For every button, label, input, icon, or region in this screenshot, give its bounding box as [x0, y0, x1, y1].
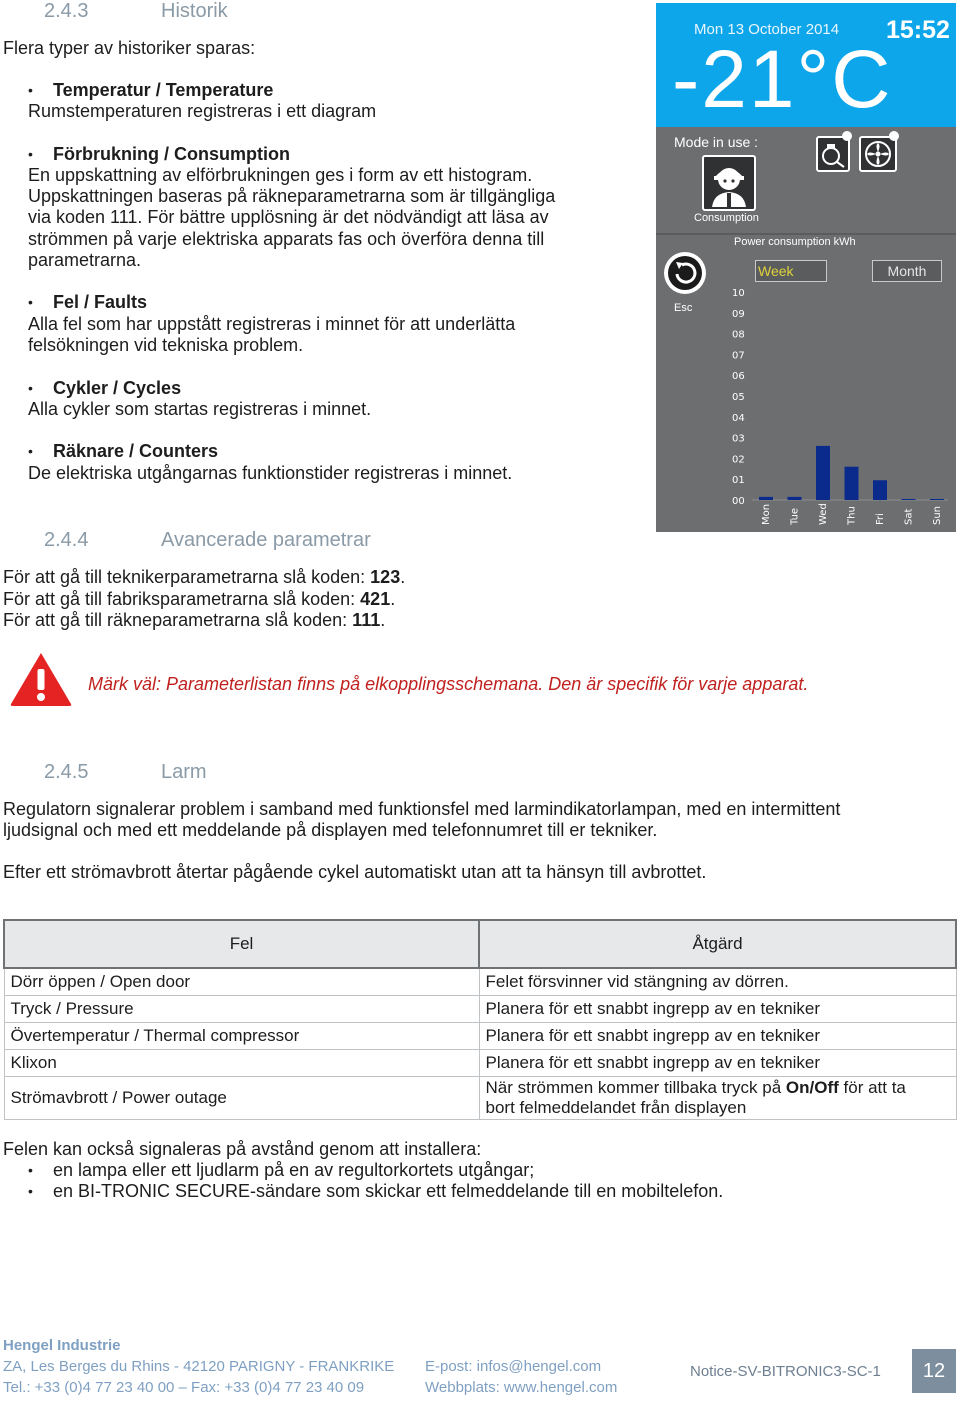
code-value: 421 — [360, 589, 391, 609]
code-value: 123 — [370, 567, 401, 587]
paragraph-line: Efter ett strömavbrott återtar pågående cykel automatiskt utan att ta hänsyn till avbrottet. — [3, 862, 707, 882]
item-text: strömmen på varje elektriska apparats fas och överföra denna till — [28, 229, 545, 249]
code-line: För att gå till teknikerparametrarna slå koden: 123. — [3, 567, 406, 587]
info-dot-icon — [842, 131, 852, 141]
bar-fri — [873, 480, 887, 500]
table-row — [4, 996, 956, 1023]
esc-label: Esc — [674, 302, 693, 314]
code-line: För att gå till räkneparametrarna slå koden: 111. — [3, 610, 386, 630]
info-dot-icon — [889, 131, 899, 141]
column-header: Fel — [4, 920, 479, 968]
chart-title: Power consumption kWh — [734, 236, 856, 248]
section-title: Larm — [161, 761, 207, 783]
bullet-icon: • — [28, 443, 33, 459]
bullet-icon: • — [28, 146, 33, 162]
y-tick-label: 05 — [732, 392, 745, 403]
x-tick-label: Wed — [818, 503, 829, 525]
section-number: 2.4.5 — [44, 761, 89, 783]
bar-thu — [845, 467, 859, 500]
bullet-icon: • — [28, 380, 33, 396]
table-row — [4, 968, 956, 996]
section-title: Historik — [161, 0, 228, 22]
item-text: En uppskattning av elförbrukningen ges i form av ett histogram. — [28, 165, 533, 185]
y-tick-label: 04 — [732, 412, 745, 424]
bar-sun — [930, 499, 944, 500]
bullet-icon: • — [28, 82, 33, 98]
remote-item: en lampa eller ett ljudlarm på en av regultorkortets utgångar; — [53, 1160, 535, 1180]
footer-email[interactable]: E-post: infos@hengel.com — [425, 1358, 602, 1375]
item-text: Alla cykler som startas registreras i minnet. — [28, 399, 372, 419]
bullet-icon: • — [28, 1183, 33, 1199]
section-number: 2.4.4 — [44, 529, 89, 551]
x-tick-label: Thu — [846, 506, 858, 525]
bar-sat — [902, 499, 916, 500]
item-text: Uppskattningen baseras på räkneparametrarna som är tillgängliga — [28, 186, 556, 206]
bullet-icon: • — [28, 1162, 33, 1178]
code-line-text: För att gå till teknikerparametrarna slå koden: — [3, 567, 371, 587]
item-text: felsökningen vid tekniska problem. — [28, 335, 304, 355]
footer-address: ZA, Les Berges du Rhins - 42120 PARIGNY - FRANKRIKE — [3, 1358, 395, 1375]
bar-mon — [759, 497, 773, 500]
section-number: 2.4.3 — [44, 0, 89, 22]
x-tick-label: Fri — [875, 513, 886, 525]
footer-company: Hengel Industrie — [3, 1337, 121, 1354]
action-cell: Planera för ett snabbt ingrepp av en tekniker — [479, 1023, 956, 1050]
month-button[interactable]: Month — [872, 260, 942, 282]
intro-text: Flera typer av historiker sparas: — [3, 38, 256, 58]
x-tick-label: Sun — [932, 505, 943, 525]
y-tick-label: 01 — [732, 475, 745, 487]
paragraph-line: ljudsignal och med ett meddelande på displayen med telefonnumret till er tekniker. — [3, 820, 658, 840]
fault-cell: Strömavbrott / Power outage — [4, 1077, 479, 1120]
y-tick-label: 08 — [732, 329, 745, 341]
table-header-row — [4, 920, 956, 968]
fan-icon[interactable] — [859, 136, 897, 172]
fault-cell: Klixon — [4, 1050, 479, 1077]
item-text: Rumstemperaturen registreras i ett diagram — [28, 101, 377, 121]
page-number: 12 — [912, 1349, 956, 1393]
table-row — [4, 1077, 956, 1120]
consumption-label: Consumption — [694, 212, 759, 224]
action-cell — [479, 1077, 956, 1120]
screen-divider — [656, 233, 956, 235]
screen-temperature: -21°C — [672, 34, 893, 125]
y-tick-label: 10 — [732, 288, 745, 299]
alarm-table — [3, 919, 957, 1120]
consumption-chart — [656, 281, 956, 532]
y-tick-label: 09 — [732, 308, 745, 320]
device-screen — [656, 3, 956, 532]
y-tick-label: 00 — [732, 496, 745, 507]
footer-notice: Notice-SV-BITRONIC3-SC-1 — [690, 1363, 881, 1380]
footer-phone: Tel.: +33 (0)4 77 23 40 00 – Fax: +33 (0)4 77 23 40 09 — [3, 1379, 365, 1396]
compressor-icon[interactable] — [816, 136, 850, 172]
action-text: När strömmen kommer tillbaka tryck på — [485, 1078, 786, 1097]
item-title: Räknare / Counters — [53, 441, 219, 461]
y-tick-label: 02 — [732, 454, 745, 466]
item-text: parametrarna. — [28, 250, 142, 270]
column-header: Åtgärd — [479, 920, 956, 968]
bullet-icon: • — [28, 294, 33, 310]
footer-web[interactable]: Webbplats: www.hengel.com — [425, 1379, 618, 1396]
screen-header — [656, 3, 956, 127]
code-line: För att gå till fabriksparametrarna slå koden: 421. — [3, 589, 396, 609]
item-title: Fel / Faults — [53, 292, 148, 312]
code-value: 111 — [352, 610, 381, 630]
warning-icon — [8, 650, 74, 708]
action-text: bort felmeddelandet från displayen — [485, 1098, 747, 1117]
y-tick-label: 06 — [732, 371, 745, 383]
fault-cell: Dörr öppen / Open door — [4, 968, 479, 996]
fault-cell: Tryck / Pressure — [4, 996, 479, 1023]
screen-time: 15:52 — [886, 16, 950, 44]
fault-cell: Övertemperatur / Thermal compressor — [4, 1023, 479, 1050]
bar-wed — [816, 446, 830, 500]
action-text: för att ta — [838, 1078, 906, 1097]
bar-tue — [788, 497, 802, 500]
action-cell: Felet försvinner vid stängning av dörren. — [479, 968, 956, 996]
table-row — [4, 1023, 956, 1050]
x-tick-label: Mon — [761, 503, 772, 525]
item-text: De elektriska utgångarnas funktionstider registreras i minnet. — [28, 463, 513, 483]
y-tick-label: 03 — [732, 433, 745, 445]
action-cell: Planera för ett snabbt ingrepp av en tekniker — [479, 996, 956, 1023]
action-cell: Planera för ett snabbt ingrepp av en tekniker — [479, 1050, 956, 1077]
screen-date: Mon 13 October 2014 — [694, 21, 840, 38]
code-line-text: För att gå till fabriksparametrarna slå koden: — [3, 589, 361, 609]
item-title: Förbrukning / Consumption — [53, 144, 290, 164]
item-text: via koden 111. För bättre upplösning är det nödvändigt att läsa av — [28, 207, 549, 227]
x-tick-label: Sat — [903, 508, 915, 525]
action-emphasis: On/Off — [785, 1078, 839, 1097]
item-text: Alla fel som har uppstått registreras i minnet för att underlätta — [28, 314, 516, 334]
remote-item: en BI-TRONIC SECURE-sändare som skickar ett felmeddelande till en mobiltelefon. — [53, 1181, 724, 1201]
remote-intro: Felen kan också signaleras på avstånd genom att installera: — [3, 1139, 482, 1159]
item-title: Cykler / Cycles — [53, 378, 182, 398]
table-row — [4, 1050, 956, 1077]
item-title: Temperatur / Temperature — [53, 80, 274, 100]
x-tick-label: Tue — [789, 507, 801, 525]
mode-label: Mode in use : — [674, 134, 759, 150]
week-button[interactable]: Week — [755, 260, 827, 282]
section-title: Avancerade parametrar — [161, 529, 371, 551]
y-tick-label: 07 — [732, 350, 745, 362]
warning-text: Märk väl: Parameterlistan finns på elkopplingsschemana. Den är specifik för varje apparat. — [88, 674, 809, 694]
consumption-icon[interactable] — [702, 155, 756, 211]
code-line-text: För att gå till räkneparametrarna slå koden: — [3, 610, 353, 630]
paragraph-line: Regulatorn signalerar problem i samband med funktionsfel med larmindikatorlampan, med en intermittent — [3, 799, 841, 819]
